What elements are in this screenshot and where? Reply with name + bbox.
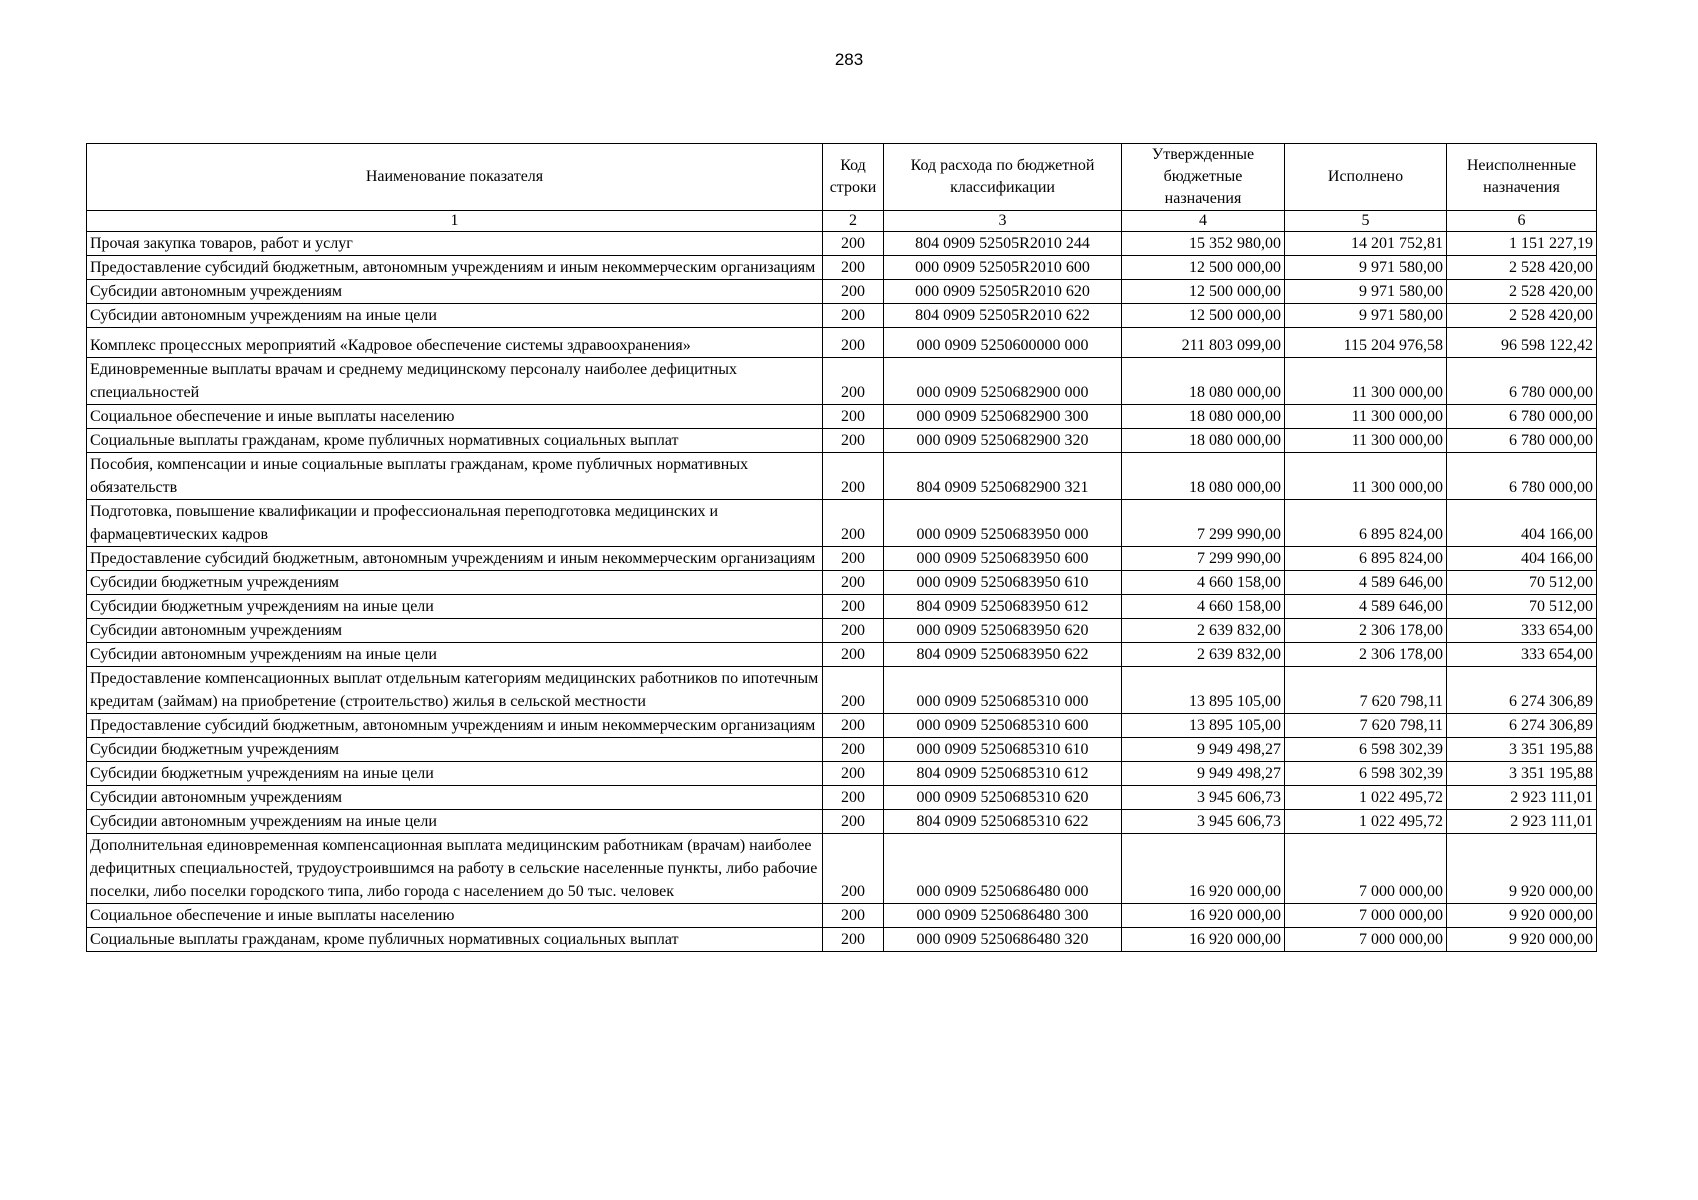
line-code-cell: 200 [823, 619, 884, 643]
table-row [87, 547, 1597, 571]
approved-amount-cell: 211 803 099,00 [1122, 328, 1285, 358]
budget-code-cell: 000 0909 52505R2010 600 [884, 256, 1122, 280]
indicator-name-cell: Субсидии бюджетным учреждениям [87, 571, 823, 595]
indicator-name-cell: Субсидии автономным учреждениям [87, 619, 823, 643]
budget-code-cell: 804 0909 5250683950 622 [884, 643, 1122, 667]
table-row [87, 405, 1597, 429]
table-row [87, 667, 1597, 714]
indicator-name-cell: Прочая закупка товаров, работ и услуг [87, 232, 823, 256]
indicator-name-cell: Социальное обеспечение и иные выплаты населению [87, 405, 823, 429]
line-code-cell: 200 [823, 500, 884, 547]
table-row [87, 928, 1597, 952]
approved-amount-cell: 3 945 606,73 [1122, 810, 1285, 834]
approved-amount-cell: 9 949 498,27 [1122, 738, 1285, 762]
line-code-cell: 200 [823, 358, 884, 405]
indicator-name-cell: Социальные выплаты гражданам, кроме публичных нормативных социальных выплат [87, 429, 823, 453]
unexecuted-amount-cell: 6 274 306,89 [1447, 714, 1597, 738]
indicator-name-cell: Субсидии бюджетным учреждениям [87, 738, 823, 762]
executed-amount-cell: 6 895 824,00 [1285, 547, 1447, 571]
line-code-cell: 200 [823, 834, 884, 904]
approved-amount-cell: 2 639 832,00 [1122, 643, 1285, 667]
executed-amount-cell: 11 300 000,00 [1285, 405, 1447, 429]
unexecuted-amount-cell: 6 780 000,00 [1447, 453, 1597, 500]
approved-amount-cell: 7 299 990,00 [1122, 547, 1285, 571]
indicator-name-cell: Комплекс процессных мероприятий «Кадровое обеспечение системы здравоохранения» [87, 328, 823, 358]
table-body [87, 232, 1597, 952]
unexecuted-amount-cell: 6 780 000,00 [1447, 405, 1597, 429]
indicator-name-cell: Социальное обеспечение и иные выплаты населению [87, 904, 823, 928]
executed-amount-cell: 7 000 000,00 [1285, 834, 1447, 904]
table-row [87, 834, 1597, 904]
indicator-name-cell: Предоставление субсидий бюджетным, автономным учреждениям и иным некоммерческим организациям [87, 547, 823, 571]
budget-code-cell: 000 0909 5250682900 300 [884, 405, 1122, 429]
executed-amount-cell: 9 971 580,00 [1285, 304, 1447, 328]
line-code-cell: 200 [823, 643, 884, 667]
line-code-cell: 200 [823, 256, 884, 280]
table-row [87, 280, 1597, 304]
table-row [87, 328, 1597, 358]
approved-amount-cell: 16 920 000,00 [1122, 904, 1285, 928]
indicator-name-cell: Субсидии автономным учреждениям [87, 280, 823, 304]
budget-code-cell: 804 0909 5250682900 321 [884, 453, 1122, 500]
unexecuted-amount-cell: 3 351 195,88 [1447, 762, 1597, 786]
header-line-code: Код строки [823, 144, 884, 211]
unexecuted-amount-cell: 6 780 000,00 [1447, 358, 1597, 405]
unexecuted-amount-cell: 6 274 306,89 [1447, 667, 1597, 714]
approved-amount-cell: 2 639 832,00 [1122, 619, 1285, 643]
approved-amount-cell: 16 920 000,00 [1122, 834, 1285, 904]
approved-amount-cell: 13 895 105,00 [1122, 667, 1285, 714]
executed-amount-cell: 7 620 798,11 [1285, 714, 1447, 738]
approved-amount-cell: 7 299 990,00 [1122, 500, 1285, 547]
budget-code-cell: 804 0909 5250685310 622 [884, 810, 1122, 834]
table-row [87, 595, 1597, 619]
budget-code-cell: 000 0909 52505R2010 620 [884, 280, 1122, 304]
approved-amount-cell: 9 949 498,27 [1122, 762, 1285, 786]
unexecuted-amount-cell: 333 654,00 [1447, 643, 1597, 667]
unexecuted-amount-cell: 2 528 420,00 [1447, 280, 1597, 304]
column-number: 2 [823, 211, 884, 232]
indicator-name-cell: Субсидии автономным учреждениям на иные цели [87, 810, 823, 834]
budget-code-cell: 000 0909 5250686480 000 [884, 834, 1122, 904]
executed-amount-cell: 1 022 495,72 [1285, 810, 1447, 834]
column-number: 3 [884, 211, 1122, 232]
header-executed: Исполнено [1285, 144, 1447, 211]
executed-amount-cell: 4 589 646,00 [1285, 571, 1447, 595]
budget-code-cell: 000 0909 5250685310 000 [884, 667, 1122, 714]
budget-code-cell: 000 0909 5250685310 620 [884, 786, 1122, 810]
approved-amount-cell: 12 500 000,00 [1122, 280, 1285, 304]
approved-amount-cell: 18 080 000,00 [1122, 358, 1285, 405]
budget-code-cell: 804 0909 5250685310 612 [884, 762, 1122, 786]
executed-amount-cell: 7 620 798,11 [1285, 667, 1447, 714]
column-number: 4 [1122, 211, 1285, 232]
unexecuted-amount-cell: 2 528 420,00 [1447, 256, 1597, 280]
line-code-cell: 200 [823, 762, 884, 786]
table-row [87, 571, 1597, 595]
approved-amount-cell: 4 660 158,00 [1122, 595, 1285, 619]
column-number: 5 [1285, 211, 1447, 232]
column-number: 1 [87, 211, 823, 232]
approved-amount-cell: 18 080 000,00 [1122, 453, 1285, 500]
budget-code-cell: 804 0909 52505R2010 622 [884, 304, 1122, 328]
budget-code-cell: 000 0909 5250682900 000 [884, 358, 1122, 405]
executed-amount-cell: 14 201 752,81 [1285, 232, 1447, 256]
unexecuted-amount-cell: 70 512,00 [1447, 595, 1597, 619]
header-approved-appropriations: Утвержденные бюджетные назначения [1122, 144, 1285, 211]
line-code-cell: 200 [823, 453, 884, 500]
table-row [87, 810, 1597, 834]
line-code-cell: 200 [823, 328, 884, 358]
unexecuted-amount-cell: 404 166,00 [1447, 547, 1597, 571]
table-row [87, 429, 1597, 453]
executed-amount-cell: 115 204 976,58 [1285, 328, 1447, 358]
table-row [87, 643, 1597, 667]
header-indicator-name: Наименование показателя [87, 144, 823, 211]
line-code-cell: 200 [823, 405, 884, 429]
budget-code-cell: 804 0909 52505R2010 244 [884, 232, 1122, 256]
line-code-cell: 200 [823, 595, 884, 619]
unexecuted-amount-cell: 9 920 000,00 [1447, 928, 1597, 952]
indicator-name-cell: Предоставление субсидий бюджетным, автономным учреждениям и иным некоммерческим организациям [87, 714, 823, 738]
indicator-name-cell: Дополнительная единовременная компенсационная выплата медицинским работникам (врачам) наиболее дефицитных специальностей, трудоустроившимся на работу в сельские населенные пункты, либо рабочие поселки, либо поселки городского типа, либо города с населением до 50 тыс. человек [87, 834, 823, 904]
indicator-name-cell: Пособия, компенсации и иные социальные выплаты гражданам, кроме публичных нормативных обязательств [87, 453, 823, 500]
unexecuted-amount-cell: 9 920 000,00 [1447, 904, 1597, 928]
table-row [87, 453, 1597, 500]
line-code-cell: 200 [823, 571, 884, 595]
line-code-cell: 200 [823, 304, 884, 328]
line-code-cell: 200 [823, 810, 884, 834]
page-number: 283 [834, 50, 864, 69]
unexecuted-amount-cell: 70 512,00 [1447, 571, 1597, 595]
executed-amount-cell: 2 306 178,00 [1285, 643, 1447, 667]
line-code-cell: 200 [823, 928, 884, 952]
budget-code-cell: 000 0909 5250686480 320 [884, 928, 1122, 952]
indicator-name-cell: Единовременные выплаты врачам и среднему медицинскому персоналу наиболее дефицитных специальностей [87, 358, 823, 405]
indicator-name-cell: Субсидии автономным учреждениям на иные цели [87, 643, 823, 667]
table-row [87, 714, 1597, 738]
executed-amount-cell: 7 000 000,00 [1285, 904, 1447, 928]
unexecuted-amount-cell: 1 151 227,19 [1447, 232, 1597, 256]
approved-amount-cell: 12 500 000,00 [1122, 256, 1285, 280]
approved-amount-cell: 12 500 000,00 [1122, 304, 1285, 328]
budget-code-cell: 000 0909 5250683950 000 [884, 500, 1122, 547]
line-code-cell: 200 [823, 547, 884, 571]
indicator-name-cell: Субсидии бюджетным учреждениям на иные цели [87, 595, 823, 619]
indicator-name-cell: Предоставление компенсационных выплат отдельным категориям медицинских работников по ипотечным кредитам (займам) на приобретение (строительство) жилья в сельской местности [87, 667, 823, 714]
budget-execution-table [86, 143, 1597, 952]
executed-amount-cell: 9 971 580,00 [1285, 256, 1447, 280]
table-row [87, 904, 1597, 928]
budget-code-cell: 000 0909 5250685310 610 [884, 738, 1122, 762]
budget-code-cell: 000 0909 5250600000 000 [884, 328, 1122, 358]
unexecuted-amount-cell: 2 923 111,01 [1447, 810, 1597, 834]
unexecuted-amount-cell: 3 351 195,88 [1447, 738, 1597, 762]
budget-code-cell: 804 0909 5250683950 612 [884, 595, 1122, 619]
line-code-cell: 200 [823, 429, 884, 453]
executed-amount-cell: 6 598 302,39 [1285, 738, 1447, 762]
budget-code-cell: 000 0909 5250683950 610 [884, 571, 1122, 595]
approved-amount-cell: 13 895 105,00 [1122, 714, 1285, 738]
line-code-cell: 200 [823, 280, 884, 304]
indicator-name-cell: Предоставление субсидий бюджетным, автономным учреждениям и иным некоммерческим организациям [87, 256, 823, 280]
budget-code-cell: 000 0909 5250685310 600 [884, 714, 1122, 738]
indicator-name-cell: Субсидии бюджетным учреждениям на иные цели [87, 762, 823, 786]
budget-code-cell: 000 0909 5250683950 600 [884, 547, 1122, 571]
executed-amount-cell: 7 000 000,00 [1285, 928, 1447, 952]
unexecuted-amount-cell: 2 528 420,00 [1447, 304, 1597, 328]
table-row [87, 738, 1597, 762]
budget-code-cell: 000 0909 5250686480 300 [884, 904, 1122, 928]
line-code-cell: 200 [823, 738, 884, 762]
indicator-name-cell: Социальные выплаты гражданам, кроме публичных нормативных социальных выплат [87, 928, 823, 952]
executed-amount-cell: 1 022 495,72 [1285, 786, 1447, 810]
unexecuted-amount-cell: 2 923 111,01 [1447, 786, 1597, 810]
unexecuted-amount-cell: 96 598 122,42 [1447, 328, 1597, 358]
line-code-cell: 200 [823, 232, 884, 256]
approved-amount-cell: 4 660 158,00 [1122, 571, 1285, 595]
executed-amount-cell: 11 300 000,00 [1285, 429, 1447, 453]
executed-amount-cell: 4 589 646,00 [1285, 595, 1447, 619]
line-code-cell: 200 [823, 667, 884, 714]
approved-amount-cell: 18 080 000,00 [1122, 405, 1285, 429]
approved-amount-cell: 15 352 980,00 [1122, 232, 1285, 256]
header-budget-classification-code: Код расхода по бюджетной классификации [884, 144, 1122, 211]
approved-amount-cell: 16 920 000,00 [1122, 928, 1285, 952]
line-code-cell: 200 [823, 904, 884, 928]
table-row [87, 232, 1597, 256]
executed-amount-cell: 6 895 824,00 [1285, 500, 1447, 547]
table-row [87, 358, 1597, 405]
line-code-cell: 200 [823, 786, 884, 810]
executed-amount-cell: 9 971 580,00 [1285, 280, 1447, 304]
table-row [87, 500, 1597, 547]
table-row [87, 256, 1597, 280]
approved-amount-cell: 18 080 000,00 [1122, 429, 1285, 453]
indicator-name-cell: Субсидии автономным учреждениям [87, 786, 823, 810]
table-row [87, 304, 1597, 328]
unexecuted-amount-cell: 6 780 000,00 [1447, 429, 1597, 453]
unexecuted-amount-cell: 333 654,00 [1447, 619, 1597, 643]
unexecuted-amount-cell: 404 166,00 [1447, 500, 1597, 547]
table-header [87, 144, 1597, 232]
executed-amount-cell: 6 598 302,39 [1285, 762, 1447, 786]
executed-amount-cell: 2 306 178,00 [1285, 619, 1447, 643]
table-row [87, 786, 1597, 810]
table-row [87, 619, 1597, 643]
indicator-name-cell: Субсидии автономным учреждениям на иные цели [87, 304, 823, 328]
unexecuted-amount-cell: 9 920 000,00 [1447, 834, 1597, 904]
approved-amount-cell: 3 945 606,73 [1122, 786, 1285, 810]
header-unexecuted-appropriations: Неисполненные назначения [1447, 144, 1597, 211]
column-number: 6 [1447, 211, 1597, 232]
executed-amount-cell: 11 300 000,00 [1285, 453, 1447, 500]
indicator-name-cell: Подготовка, повышение квалификации и профессиональная переподготовка медицинских и фармацевтических кадров [87, 500, 823, 547]
budget-code-cell: 000 0909 5250682900 320 [884, 429, 1122, 453]
budget-code-cell: 000 0909 5250683950 620 [884, 619, 1122, 643]
column-numbers-row [87, 211, 1597, 232]
table-row [87, 762, 1597, 786]
executed-amount-cell: 11 300 000,00 [1285, 358, 1447, 405]
line-code-cell: 200 [823, 714, 884, 738]
